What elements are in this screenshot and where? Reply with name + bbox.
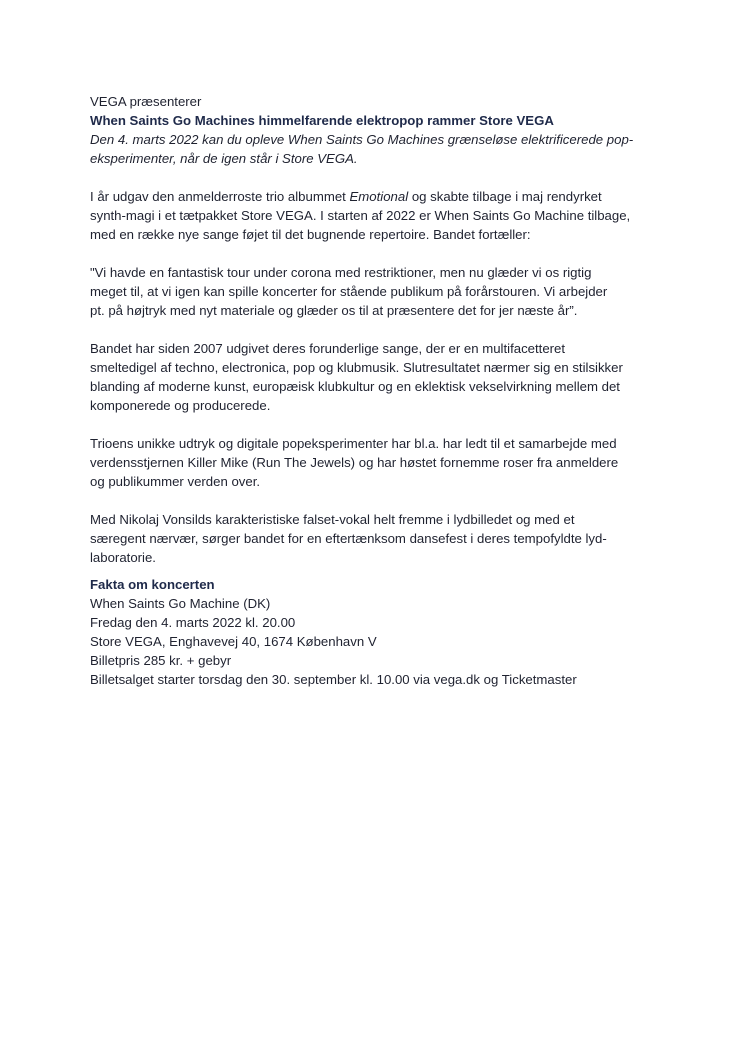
paragraph-album [90, 187, 660, 244]
fact-item-date: Fredag den 4. marts 2022 kl. 20.00 [90, 615, 296, 630]
paragraph-vocal-line-1: Med Nikolaj Vonsilds karakteristiske falset-vokal helt fremme i lydbilledet og med et [90, 512, 575, 527]
paragraph-collaboration-line-1: Trioens unikke udtryk og digitale popeksperimenter har bl.a. har ledt til et samarbejde med [90, 436, 617, 451]
paragraph-album-line-2: synth-magi i et tætpakket Store VEGA. I starten af 2022 er When Saints Go Machine tilbage, [90, 208, 631, 223]
paragraph-collaboration-line-2: verdensstjernen Killer Mike (Run The Jewels) og har høstet fornemme roser fra anmeldere [90, 455, 619, 470]
press-release-page [90, 92, 660, 689]
paragraph-vocal [90, 510, 660, 567]
band-quote-line-1: "Vi havde en fantastisk tour under corona med restriktioner, men nu glæder vi os rigtig [90, 265, 592, 280]
paragraph-collaboration [90, 434, 660, 491]
paragraph-album-line-3: med en række nye sange føjet til det bugnende repertoire. Bandet fortæller: [90, 227, 531, 242]
fact-item-venue: Store VEGA, Enghavevej 40, 1674 København V [90, 634, 377, 649]
lead-line-2: eksperimenter, når de igen står i Store VEGA. [90, 151, 358, 166]
fact-item-ticket-sale: Billetsalget starter torsdag den 30. september kl. 10.00 via vega.dk og Ticketmaster [90, 672, 577, 687]
paragraph-history-line-3: blanding af moderne kunst, europæisk klubkultur og en eklektisk vekselvirkning mellem det [90, 379, 620, 394]
paragraph-vocal-line-3: laboratorie. [90, 550, 156, 565]
album-text-before: I år udgav den anmelderroste trio albummet [90, 189, 350, 204]
band-quote-line-2: meget til, at vi igen kan spille koncerter for stående publikum på forårstouren. Vi arbejder [90, 284, 608, 299]
fact-item-band: When Saints Go Machine (DK) [90, 596, 271, 611]
presenter-line: VEGA præsenterer [90, 94, 202, 109]
concert-facts-heading: Fakta om koncerten [90, 577, 215, 592]
paragraph-history [90, 339, 660, 415]
fact-item-price: Billetpris 285 kr. + gebyr [90, 653, 232, 668]
concert-facts [90, 575, 660, 689]
paragraph-history-line-1: Bandet har siden 2007 udgivet deres forunderlige sange, der er en multifacetteret [90, 341, 566, 356]
paragraph-history-line-4: komponerede og producerede. [90, 398, 271, 413]
band-quote-line-3: pt. på højtryk med nyt materiale og glæder os til at præsentere det for jer næste år”. [90, 303, 578, 318]
lead-line-1: Den 4. marts 2022 kan du opleve When Saints Go Machines grænseløse elektrificerede pop- [90, 132, 634, 147]
album-text-after: og skabte tilbage i maj rendyrket [408, 189, 602, 204]
album-title: Emotional [349, 189, 409, 204]
paragraph-history-line-2: smeltedigel af techno, electronica, pop og klubmusik. Slutresultatet nærmer sig en stilsikker [90, 360, 623, 375]
paragraph-collaboration-line-3: og publikummer verden over. [90, 474, 261, 489]
headline: When Saints Go Machines himmelfarende elektropop rammer Store VEGA [90, 113, 554, 128]
band-quote [90, 263, 660, 320]
paragraph-vocal-line-2: særegent nærvær, sørger bandet for en eftertænksom dansefest i deres tempofyldte lyd- [90, 531, 607, 546]
paragraph-album-line-1 [90, 187, 660, 206]
